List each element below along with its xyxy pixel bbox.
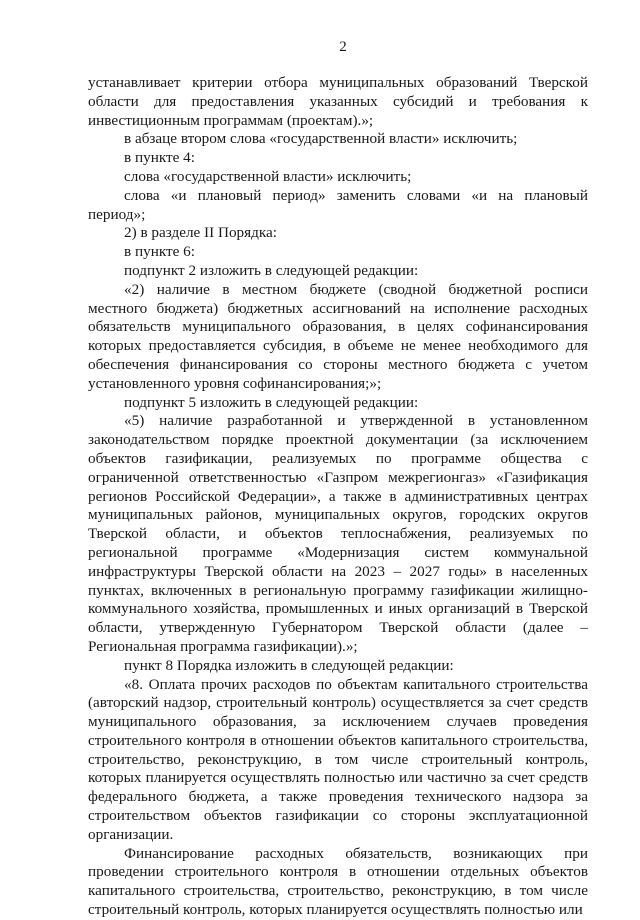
paragraph: Финансирование расходных обязательств, возникающих при проведении строительного контроля в отношении отдельных объектов капитального строительства, строительство, реконструкцию, в том числе строительный контроль, которых планируется осуществлять полностью или <box>88 844 588 919</box>
paragraph: подпункт 5 изложить в следующей редакции: <box>124 393 419 411</box>
paragraph: в пункте 6: <box>124 243 195 261</box>
page-number: 2 <box>339 39 347 55</box>
paragraph: 2) в разделе II Порядка: <box>124 224 277 242</box>
paragraph: подпункт 2 изложить в следующей редакции: <box>124 261 419 279</box>
paragraph: «8. Оплата прочих расходов по объектам капитального строительства (авторский надзор, строительный контроль) осуществляется за счет средств муниципального образования, за исключением случаев проведения строительного контроля в отношении объектов капитального строительства, строительство, реконструкцию, в том числе строительный контроль, которых планируется осуществлять полностью или частично за счет средств федерального бюджета, а также проведения технического надзора за строительством объектов газификации со стороны эксплуатационной организации. <box>88 675 588 843</box>
document-body <box>88 74 588 920</box>
paragraph: устанавливает критерии отбора муниципальных образований Тверской области для предоставления указанных субсидий и требования к инвестиционным программам (проектам).»; <box>88 74 588 129</box>
paragraph: слова «государственной власти» исключить; <box>124 167 412 185</box>
paragraph: слова «и плановый период» заменить словами «и на плановый период»; <box>88 186 588 223</box>
paragraph: пункт 8 Порядка изложить в следующей редакции: <box>124 656 454 674</box>
paragraph: в пункте 4: <box>124 149 195 167</box>
paragraph: в абзаце втором слова «государственной власти» исключить; <box>124 130 518 148</box>
paragraph: «5) наличие разработанной и утвержденной в установленном законодательством порядке проектной документации (за исключением объектов газификации, реализуемых по программе общества с ограниченной ответственностью «Газпром межрегионгаз» «Газификация регионов Российской Федерации», а также в административных центрах муниципальных районов, муниципальных округов, городских округов Тверской области, и объектов теплоснабжения, реализуемых по региональной программе «Модернизация систем коммунальной инфраструктуры Тверской области на 2023 – 2027 годы» в населенных пунктах, включенных в региональную программу газификации жилищно-коммунального хозяйства, промышленных и иных организаций в Тверской области, утвержденную Губернатором Тверской области (далее – Региональная программа газификации).»; <box>88 412 588 655</box>
paragraph: «2) наличие в местном бюджете (сводной бюджетной росписи местного бюджета) бюджетных ассигнований на исполнение расходных обязательств муниципального образования, в целях софинансирования которых предоставляется субсидия, в объеме не менее необходимого для обеспечения финансирования со стороны местного бюджета с учетом установленного уровня софинансирования;»; <box>88 280 588 392</box>
